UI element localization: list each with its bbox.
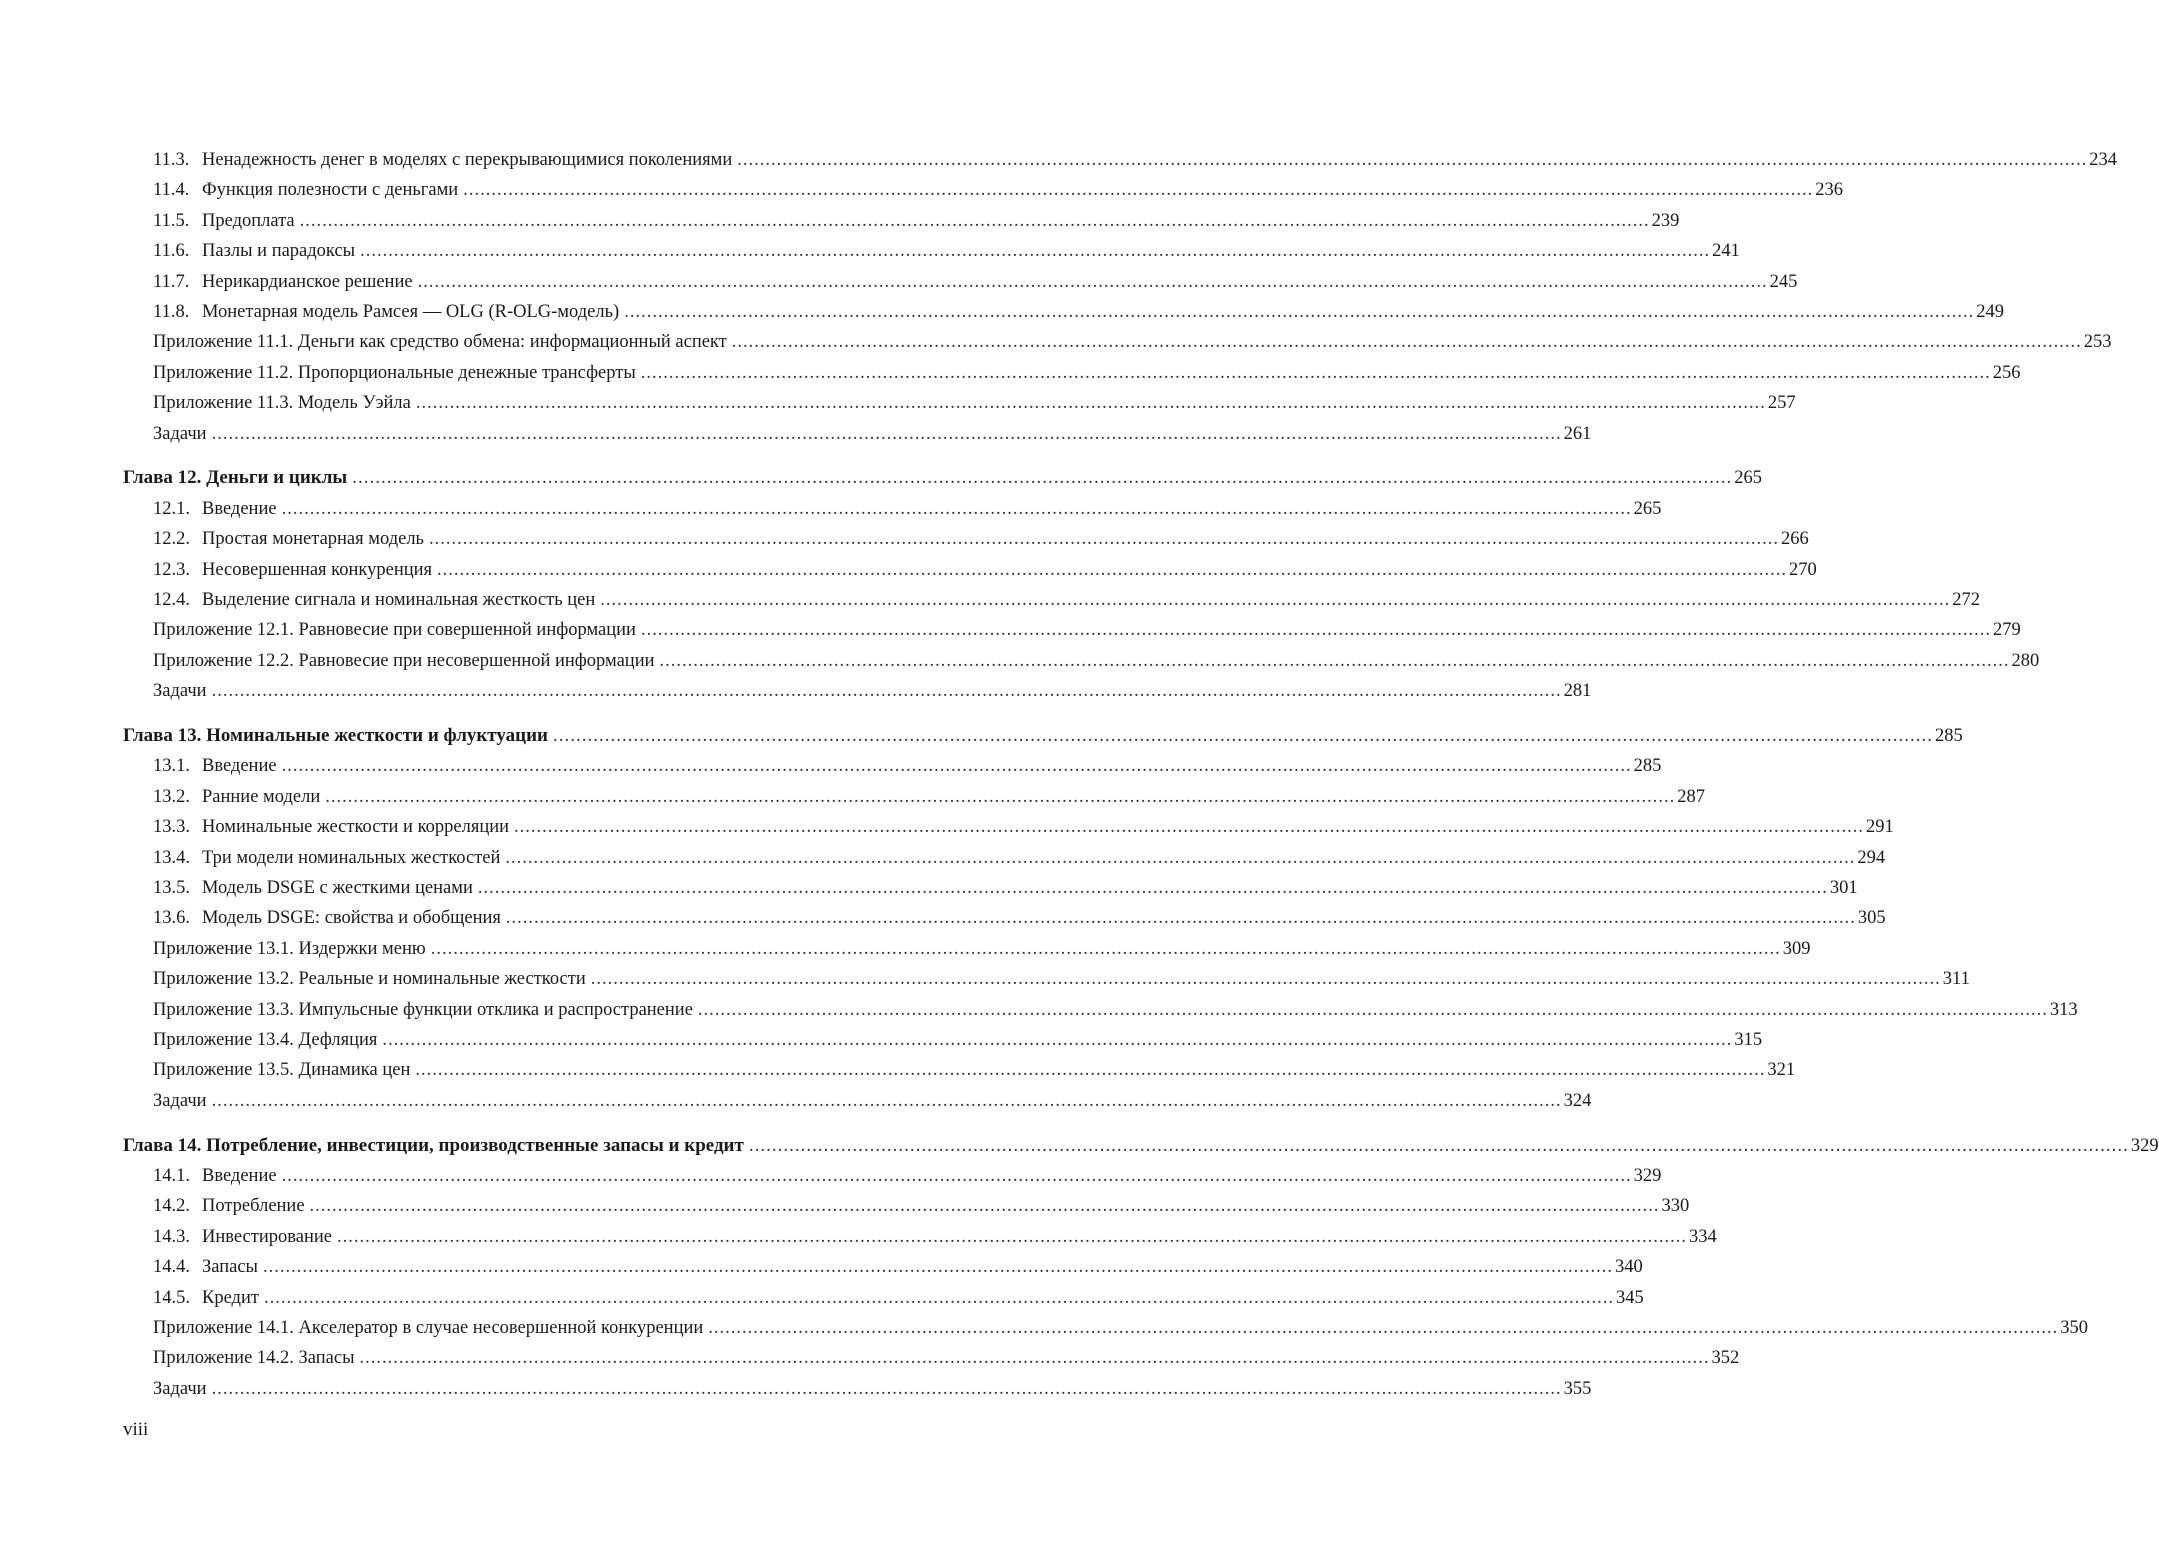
toc-entry[interactable]	[123, 646, 2040, 676]
toc-entry-title: Задачи	[153, 1090, 207, 1111]
dot-leader	[418, 267, 1768, 297]
toc-page-number: 245	[1769, 271, 1798, 292]
dot-leader	[624, 297, 1974, 327]
toc-section-number: 13.1.	[153, 756, 190, 777]
toc-entry-title: Простая монетарная модель	[202, 529, 424, 550]
toc-page-number: 249	[1976, 301, 2004, 322]
dot-leader	[282, 494, 1632, 524]
toc-page-number: 261	[1563, 423, 1592, 444]
dot-leader	[310, 1191, 1660, 1221]
dot-leader	[416, 388, 1766, 418]
toc-page-number: 265	[1734, 468, 1762, 489]
toc-entry-title: Инвестирование	[202, 1226, 332, 1247]
toc-entry-title: Функция полезности с деньгами	[202, 180, 459, 201]
toc-section-number: 11.7.	[153, 271, 190, 292]
toc-page-number: 279	[1992, 620, 2021, 641]
dot-leader	[263, 1252, 1613, 1282]
toc-page-number: 280	[2011, 650, 2040, 671]
page-number: viii	[123, 1419, 149, 1440]
toc-section-number: 13.4.	[153, 847, 190, 868]
toc-page-number: 236	[1815, 180, 1843, 201]
toc-section-number: 12.4.	[153, 589, 190, 610]
toc-entry[interactable]	[123, 1313, 2089, 1343]
toc-section-number: 14.4.	[153, 1257, 190, 1278]
toc-entry[interactable]	[123, 615, 2021, 645]
toc-entry[interactable]	[123, 843, 1886, 873]
toc-entry[interactable]	[123, 555, 1817, 585]
toc-page-number: 340	[1615, 1257, 1643, 1278]
toc-entry-title: Приложение 13.5. Динамика цен	[153, 1060, 411, 1081]
toc-entry[interactable]	[123, 236, 1740, 266]
toc-page-number: 241	[1712, 241, 1740, 262]
toc-entry-title: Выделение сигнала и номинальная жесткость цен	[202, 589, 596, 610]
toc-entry[interactable]	[123, 524, 1809, 554]
dot-leader	[514, 812, 1864, 842]
toc-entry-title: Пазлы и парадоксы	[202, 241, 356, 262]
toc-entry[interactable]	[123, 873, 1858, 903]
toc-entry-title: Приложение 13.4. Дефляция	[153, 1029, 378, 1050]
toc-entry[interactable]	[123, 267, 1798, 297]
dot-leader	[360, 236, 1710, 266]
dot-leader	[415, 1055, 1765, 1085]
toc-entry-title: Глава 12. Деньги и циклы	[123, 467, 348, 489]
toc-page-number: 334	[1688, 1226, 1717, 1247]
toc-section-number: 12.2.	[153, 529, 190, 550]
toc-entry-title: Модель DSGE с жесткими ценами	[202, 877, 473, 898]
toc-page-number: 257	[1767, 393, 1796, 414]
toc-entry[interactable]	[123, 676, 1592, 706]
dot-leader	[212, 1086, 1562, 1116]
toc-entry-title: Задачи	[153, 1378, 207, 1399]
toc-entry-title: Приложение 11.1. Деньги как средство обмена: информационный аспект	[153, 332, 727, 353]
toc-page-number: 272	[1952, 589, 1981, 610]
toc-page-number: 345	[1615, 1287, 1644, 1308]
dot-leader	[437, 555, 1787, 585]
dot-leader	[732, 327, 2082, 357]
dot-leader	[737, 145, 2087, 175]
toc-section-number: 12.3.	[153, 559, 190, 580]
toc-page-number: 266	[1781, 529, 1809, 550]
toc-page-number: 256	[1992, 362, 2021, 383]
toc-entry-title: Номинальные жесткости и корреляции	[202, 817, 510, 838]
toc-entry[interactable]	[123, 1161, 1662, 1191]
toc-section-number: 12.1.	[153, 498, 190, 519]
toc-entry-title: Приложение 14.1. Акселератор в случае несовершенной конкуренции	[153, 1317, 704, 1338]
toc-entry-title: Глава 14. Потребление, инвестиции, производственные запасы и кредит	[123, 1134, 744, 1156]
toc-entry-title: Приложение 13.2. Реальные и номинальные жесткости	[153, 969, 586, 990]
toc-entry-title: Потребление	[202, 1196, 305, 1217]
dot-leader	[352, 463, 1732, 493]
toc-page-number: 270	[1789, 559, 1817, 580]
toc-entry[interactable]	[123, 327, 2112, 357]
toc-entry-title: Глава 13. Номинальные жесткости и флуктуации	[123, 725, 548, 747]
toc-page-number: 311	[1942, 969, 1970, 990]
toc-chapter-heading[interactable]	[123, 721, 1963, 751]
dot-leader	[505, 843, 1855, 873]
toc-page-number: 352	[1711, 1348, 1740, 1369]
toc-entry[interactable]	[123, 934, 1811, 964]
toc-section-number: 14.1.	[153, 1166, 190, 1186]
dot-leader	[641, 615, 1991, 645]
toc-entry[interactable]	[123, 175, 1843, 205]
toc-entry[interactable]	[123, 751, 1662, 781]
dot-leader	[360, 1343, 1710, 1373]
toc-entry[interactable]	[123, 1343, 1740, 1373]
toc-entry[interactable]	[123, 1191, 1690, 1221]
toc-section-number: 13.6.	[153, 908, 190, 929]
dot-leader	[212, 1374, 1562, 1404]
toc-entry-title: Задачи	[153, 681, 207, 702]
toc-entry-title: Три модели номинальных жесткостей	[202, 847, 501, 868]
toc-page-number: 294	[1857, 847, 1886, 868]
dot-leader	[553, 721, 1933, 751]
dot-leader	[337, 1222, 1687, 1252]
toc-entry-title: Модель DSGE: свойства и обобщения	[202, 908, 501, 929]
toc-page-number: 291	[1866, 817, 1894, 838]
dot-leader	[708, 1313, 2058, 1343]
toc-entry-title: Монетарная модель Рамсея — OLG (R-OLG-модель)	[202, 301, 620, 322]
toc-entry-title: Введение	[202, 756, 277, 777]
toc-page-number: 329	[2130, 1135, 2159, 1156]
dot-leader	[325, 782, 1675, 812]
toc-entry-title: Задачи	[153, 423, 207, 444]
toc-page-number: 281	[1563, 681, 1592, 702]
dot-leader	[382, 1025, 1732, 1055]
table-of-contents	[123, 145, 2159, 1404]
toc-chapter-heading[interactable]	[123, 1131, 2159, 1161]
toc-entry[interactable]	[123, 964, 1970, 994]
toc-entry[interactable]	[123, 297, 2004, 327]
toc-section-number: 11.8.	[153, 301, 190, 322]
toc-entry[interactable]	[123, 1374, 1592, 1404]
toc-entry[interactable]	[123, 1055, 1796, 1085]
toc-entry-title: Ненадежность денег в моделях с перекрывающимися поколениями	[202, 150, 733, 170]
toc-page-number: 285	[1633, 756, 1662, 777]
toc-entry[interactable]	[123, 782, 1705, 812]
toc-entry[interactable]	[123, 812, 1894, 842]
toc-page-number: 287	[1677, 786, 1705, 807]
toc-page-number: 350	[2060, 1317, 2089, 1338]
toc-entry[interactable]	[123, 903, 1886, 933]
dot-leader	[300, 206, 1650, 236]
toc-entry[interactable]	[123, 494, 1662, 524]
toc-section-number: 13.2.	[153, 786, 190, 807]
toc-page-number: 253	[2083, 332, 2112, 353]
toc-entry-title: Приложение 14.2. Запасы	[153, 1348, 355, 1369]
toc-entry-title: Приложение 13.3. Импульсные функции отклика и распространение	[153, 999, 693, 1020]
dot-leader	[264, 1283, 1614, 1313]
toc-entry[interactable]	[123, 585, 1981, 615]
toc-entry[interactable]	[123, 145, 2118, 175]
toc-page-number: 330	[1661, 1196, 1690, 1217]
toc-entry[interactable]	[123, 358, 2021, 388]
toc-section-number: 13.3.	[153, 817, 190, 838]
toc-section-number: 13.5.	[153, 877, 190, 898]
dot-leader	[212, 676, 1562, 706]
toc-page-number: 285	[1934, 726, 1963, 747]
toc-section-number: 11.5.	[153, 210, 190, 231]
toc-page-number: 265	[1633, 498, 1662, 519]
dot-leader	[431, 934, 1781, 964]
toc-entry-title: Нерикардианское решение	[202, 271, 413, 292]
dot-leader	[698, 995, 2048, 1025]
toc-section-number: 11.6.	[153, 241, 190, 262]
dot-leader	[641, 358, 1991, 388]
toc-section-number: 14.2.	[153, 1196, 190, 1217]
toc-entry[interactable]	[123, 1025, 1763, 1055]
toc-entry[interactable]	[123, 206, 1680, 236]
toc-page-number: 305	[1857, 908, 1886, 929]
toc-page-number: 301	[1829, 877, 1858, 898]
dot-leader	[282, 1161, 1632, 1191]
dot-leader	[282, 751, 1632, 781]
dot-leader	[591, 964, 1941, 994]
toc-entry-title: Несовершенная конкуренция	[202, 559, 433, 580]
toc-section-number: 14.3.	[153, 1226, 190, 1247]
toc-section-number: 11.3.	[153, 150, 190, 170]
toc-page-number: 234	[2089, 150, 2118, 170]
toc-page-number: 313	[2049, 999, 2078, 1020]
toc-page-number: 329	[1633, 1166, 1662, 1186]
dot-leader	[749, 1131, 2129, 1161]
toc-entry-title: Кредит	[202, 1287, 259, 1308]
dot-leader	[506, 903, 1856, 933]
dot-leader	[600, 585, 1950, 615]
toc-entry[interactable]	[123, 1086, 1592, 1116]
toc-entry[interactable]	[123, 1283, 1644, 1313]
dot-leader	[478, 873, 1828, 903]
toc-section-number: 14.5.	[153, 1287, 190, 1308]
toc-entry[interactable]	[123, 995, 2078, 1025]
toc-section-number: 11.4.	[153, 180, 190, 201]
toc-page-number: 321	[1767, 1060, 1796, 1081]
toc-entry-title: Предоплата	[202, 210, 295, 231]
toc-entry[interactable]	[123, 419, 1592, 449]
dot-leader	[429, 524, 1779, 554]
dot-leader	[463, 175, 1813, 205]
toc-page-number: 355	[1563, 1378, 1592, 1399]
toc-entry-title: Приложение 12.1. Равновесие при совершенной информации	[153, 620, 636, 641]
toc-entry-title: Приложение 11.3. Модель Уэйла	[153, 393, 411, 414]
toc-entry-title: Ранние модели	[202, 786, 321, 807]
dot-leader	[660, 646, 2010, 676]
toc-entry-title: Введение	[202, 1166, 277, 1186]
toc-chapter-heading[interactable]	[123, 463, 1762, 493]
toc-page-number: 324	[1563, 1090, 1592, 1111]
toc-entry-title: Введение	[202, 498, 277, 519]
toc-entry-title: Запасы	[202, 1257, 258, 1278]
toc-entry-title: Приложение 11.2. Пропорциональные денежные трансферты	[153, 362, 636, 383]
toc-entry-title: Приложение 12.2. Равновесие при несовершенной информации	[153, 650, 655, 671]
toc-page-number: 309	[1782, 938, 1811, 959]
toc-entry-title: Приложение 13.1. Издержки меню	[153, 938, 426, 959]
toc-entry[interactable]	[123, 1222, 1717, 1252]
toc-entry[interactable]	[123, 388, 1796, 418]
toc-entry[interactable]	[123, 1252, 1643, 1282]
dot-leader	[212, 419, 1562, 449]
toc-page-number: 239	[1651, 210, 1680, 231]
toc-page-number: 315	[1734, 1029, 1763, 1050]
